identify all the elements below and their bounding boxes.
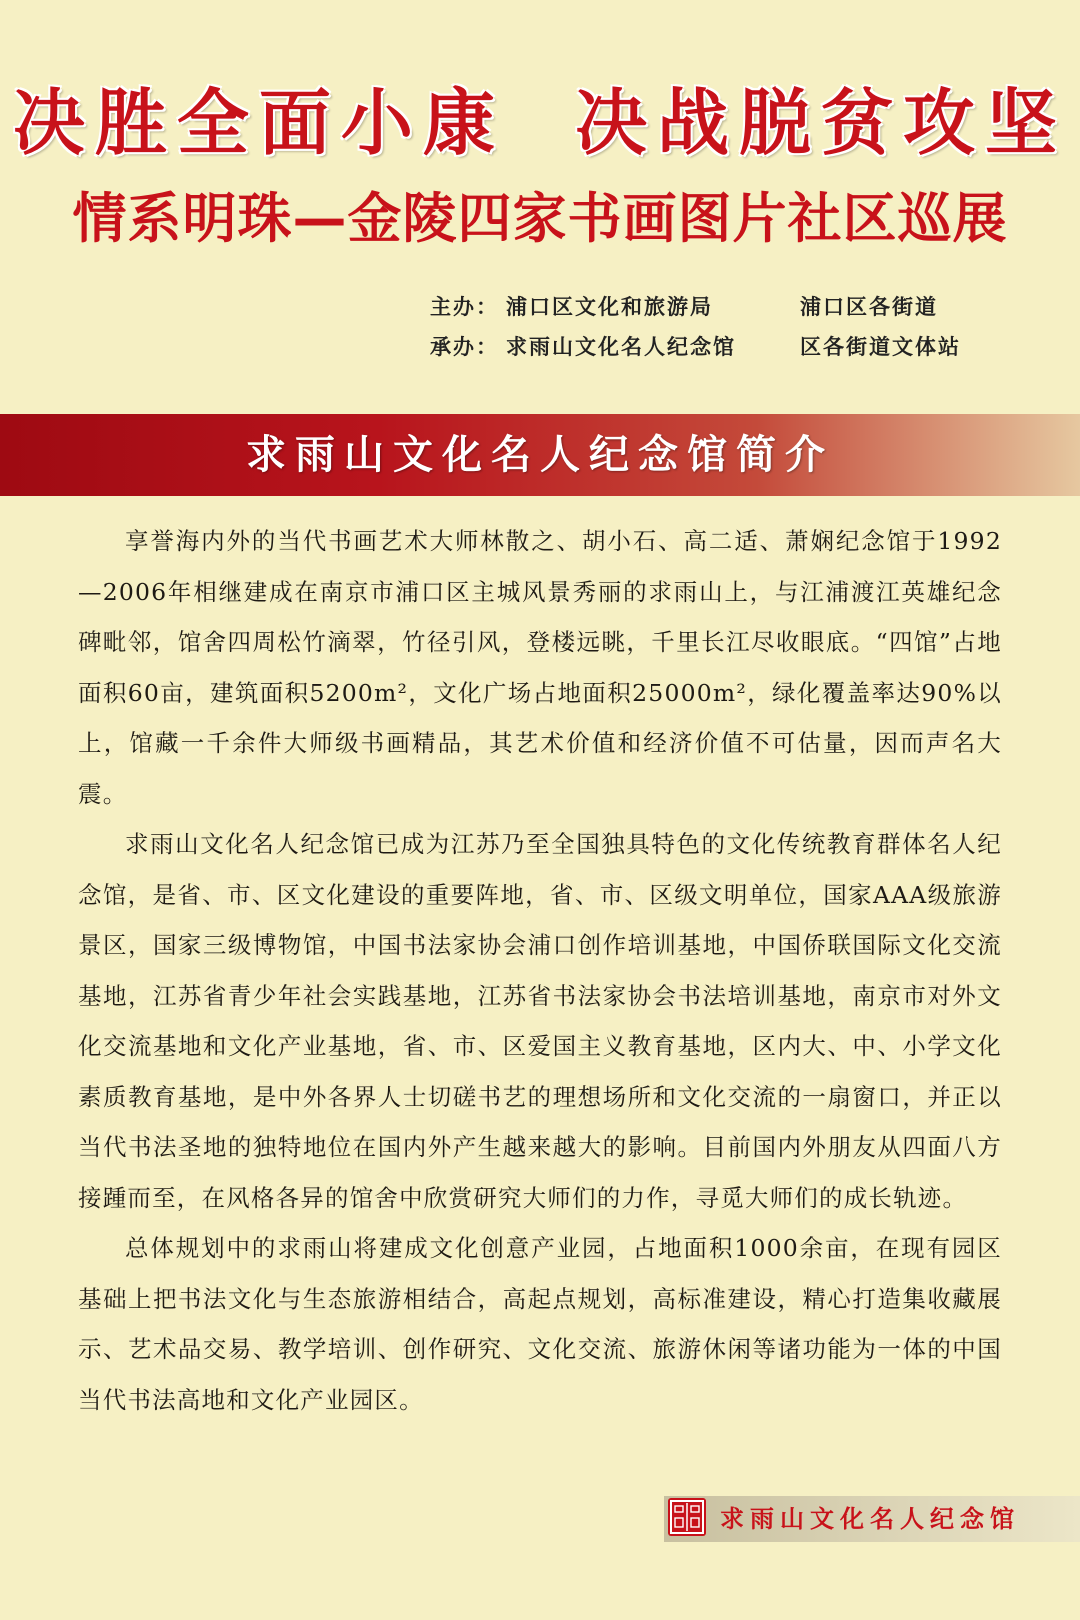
introduction-text	[78, 516, 1002, 1425]
section-title: 求雨山文化名人纪念馆简介	[246, 432, 834, 478]
section-banner	[0, 414, 1080, 496]
organizer-label: 承办：	[430, 335, 499, 359]
organizer-credits	[430, 287, 1030, 367]
host-org-primary: 浦口区文化和旅游局	[506, 295, 713, 319]
seal-glyph	[668, 1498, 706, 1536]
footer-museum-name: 求雨山文化名人纪念馆	[720, 1504, 1020, 1533]
paragraph-history: 享誉海内外的当代书画艺术大师林散之、胡小石、高二适、萧娴纪念馆于1992—2006年相继建成在南京市浦口区主城风景秀丽的求雨山上，与江浦渡江英雄纪念碑毗邻，馆舍四周松竹滴翠，竹径引风，登楼远眺，千里长江尽收眼底。“四馆”占地面积60亩，建筑面积5200m²，文化广场占地面积25000m²，绿化覆盖率达90%以上，馆藏一千余件大师级书画精品，其艺术价值和经济价值不可估量，因而声名大震。	[78, 527, 1002, 808]
organizer-org-secondary: 区各街道文体站	[800, 335, 961, 359]
organizer-row	[430, 327, 1030, 367]
organizer-org-primary: 求雨山文化名人纪念馆	[506, 335, 736, 359]
host-org-secondary: 浦口区各街道	[800, 295, 938, 319]
host-row	[430, 287, 1030, 327]
host-label: 主办：	[430, 295, 499, 319]
red-seal-icon	[668, 1498, 706, 1536]
exhibition-title: 情系明珠—金陵四家书画图片社区巡展	[72, 187, 1008, 250]
main-slogan-title: 决胜全面小康 决战脱贫攻坚	[12, 80, 1068, 165]
paragraph-honors: 求雨山文化名人纪念馆已成为江苏乃至全国独具特色的文化传统教育群体名人纪念馆，是省、市、区文化建设的重要阵地，省、市、区级文明单位，国家AAA级旅游景区，国家三级博物馆，中国书法家协会浦口创作培训基地，中国侨联国际文化交流基地，江苏省青少年社会实践基地，江苏省书法家协会书法培训基地，南京市对外文化交流基地和文化产业基地，省、市、区爱国主义教育基地，区内大、中、小学文化素质教育基地，是中外各界人士切磋书艺的理想场所和文化交流的一扇窗口，并正以当代书法圣地的独特地位在国内外产生越来越大的影响。目前国内外朋友从四面八方接踵而至，在风格各异的馆舍中欣赏研究大师们的力作，寻觅大师们的成长轨迹。	[78, 830, 1002, 1212]
paragraph-plan: 总体规划中的求雨山将建成文化创意产业园，占地面积1000余亩，在现有园区基础上把书法文化与生态旅游相结合，高起点规划，高标准建设，精心打造集收藏展示、艺术品交易、教学培训、创作研究、文化交流、旅游休闲等诸功能为一体的中国当代书法高地和文化产业园区。	[78, 1234, 1002, 1414]
